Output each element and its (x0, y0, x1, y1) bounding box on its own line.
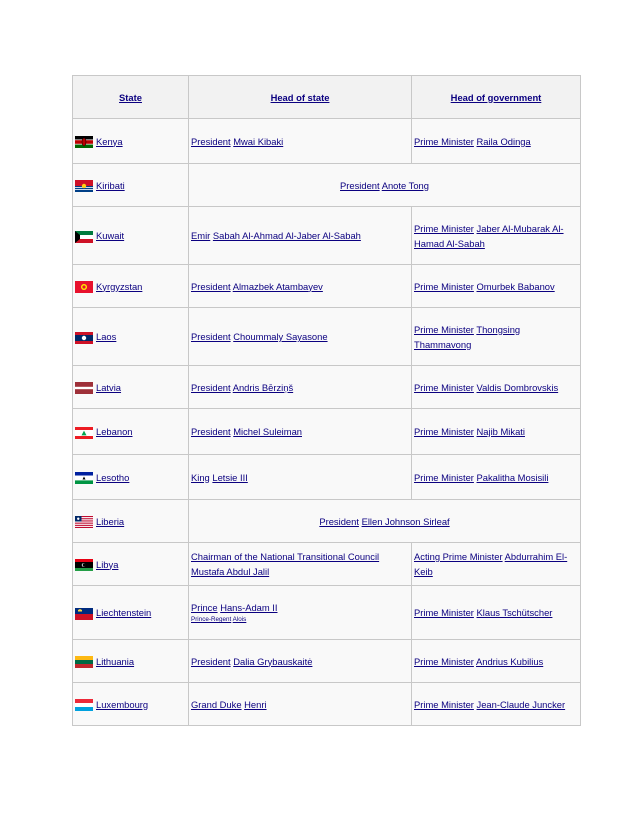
kenya-flag-icon (75, 136, 93, 148)
table-row (73, 543, 581, 586)
state-link[interactable]: Luxembourg (96, 698, 149, 710)
merged-head-cell (189, 164, 581, 207)
hog-title-link[interactable]: Prime Minister (414, 323, 474, 335)
hog-name-link[interactable]: Valdis Dombrovskis (476, 381, 559, 393)
hos-title-link[interactable]: President (191, 426, 231, 437)
state-link[interactable]: Kiribati (96, 179, 125, 191)
hog-name-link[interactable]: Abdurrahim El-Keib (414, 551, 568, 577)
table-row (73, 683, 581, 726)
hog-name-link[interactable]: Raila Odinga (476, 135, 531, 147)
laos-flag-icon (75, 332, 93, 344)
head-of-state-cell (189, 455, 412, 500)
hog-title-link[interactable]: Prime Minister (414, 426, 474, 437)
head-of-government-cell (412, 640, 581, 683)
state-cell (73, 683, 189, 726)
liberia-flag-icon (75, 516, 93, 528)
head-of-government-cell (412, 265, 581, 308)
state-cell (73, 586, 189, 640)
merged-head-cell (189, 500, 581, 543)
head-of-government-cell (412, 455, 581, 500)
head-of-government-cell (412, 308, 581, 366)
head-of-state-header-link[interactable]: Head of state (270, 91, 330, 103)
column-header-head-of-government[interactable] (412, 76, 581, 119)
merged-name-link[interactable]: Ellen Johnson Sirleaf (361, 515, 450, 527)
head-of-state-cell (189, 683, 412, 726)
state-link[interactable]: Liechtenstein (96, 607, 152, 618)
head-of-government-cell (412, 586, 581, 640)
merged-name-link[interactable]: Anote Tong (381, 179, 429, 191)
hog-name-link[interactable]: Jean-Claude Juncker (476, 698, 566, 710)
state-cell (73, 455, 189, 500)
head-of-government-cell (412, 119, 581, 164)
state-header-link[interactable]: State (119, 91, 142, 103)
hos-sub-title-link[interactable]: Prince-Regent (191, 616, 232, 623)
lithuania-flag-icon (75, 656, 93, 668)
hos-name-link[interactable]: Andris Bērziņš (232, 381, 294, 393)
state-cell (73, 543, 189, 586)
table-row (73, 586, 581, 640)
hos-name-link[interactable]: Dalia Grybauskaitė (233, 655, 313, 667)
state-link[interactable]: Latvia (96, 381, 122, 393)
lesotho-flag-icon (75, 472, 93, 484)
hog-title-link[interactable]: Prime Minister (414, 471, 474, 483)
luxembourg-flag-icon (75, 699, 93, 711)
head-of-state-cell (189, 119, 412, 164)
hog-name-link[interactable]: Omurbek Babanov (476, 280, 555, 292)
state-link[interactable]: Kyrgyzstan (96, 280, 143, 292)
table-row (73, 409, 581, 455)
table-row (73, 640, 581, 683)
hos-title-link[interactable]: Chairman of the National Transitional Council (191, 551, 380, 562)
head-of-state-cell (189, 409, 412, 455)
liechtenstein-flag-icon (75, 608, 93, 620)
state-cell (73, 164, 189, 207)
hog-name-link[interactable]: Pakalitha Mosisili (476, 471, 549, 483)
head-of-state-cell (189, 265, 412, 308)
head-of-state-cell (189, 640, 412, 683)
merged-title-link[interactable]: President (319, 515, 359, 527)
libya-flag-icon (75, 559, 93, 571)
hog-title-link[interactable]: Prime Minister (414, 222, 474, 234)
hos-name-link[interactable]: Letsie III (212, 471, 248, 483)
state-cell (73, 207, 189, 265)
heads-of-state-table (72, 75, 581, 726)
state-link[interactable]: Lesotho (96, 471, 130, 483)
state-cell (73, 265, 189, 308)
hos-name-link[interactable]: Henri (244, 698, 267, 710)
head-of-state-cell (189, 543, 412, 586)
head-of-state-cell (189, 308, 412, 366)
kuwait-flag-icon (75, 231, 93, 243)
state-link[interactable]: Lithuania (96, 655, 135, 667)
hos-title-link[interactable]: President (191, 381, 231, 393)
table-row (73, 119, 581, 164)
hos-title-link[interactable]: King (191, 471, 210, 483)
head-of-government-cell (412, 207, 581, 265)
table-row (73, 455, 581, 500)
kiribati-flag-icon (75, 180, 93, 192)
hog-title-link[interactable]: Prime Minister (414, 655, 474, 667)
head-of-state-cell (189, 586, 412, 640)
hos-title-link[interactable]: President (191, 655, 231, 667)
table-row (73, 500, 581, 543)
hos-name-link[interactable]: Choummaly Sayasone (233, 331, 328, 342)
table-row (73, 164, 581, 207)
state-link[interactable]: Kenya (96, 135, 123, 147)
head-of-state-cell (189, 366, 412, 409)
hos-name-link[interactable]: Hans-Adam II (220, 602, 278, 613)
hos-name-link[interactable]: Mustafa Abdul Jalil (191, 566, 270, 577)
state-cell (73, 500, 189, 543)
hos-name-link[interactable]: Mwai Kibaki (233, 135, 284, 147)
head-of-government-header-link[interactable]: Head of government (450, 91, 542, 103)
hos-title-link[interactable]: Grand Duke (191, 698, 242, 710)
state-cell (73, 308, 189, 366)
state-link[interactable]: Lebanon (96, 426, 133, 437)
column-header-state[interactable] (73, 76, 189, 119)
table-row (73, 265, 581, 308)
state-link[interactable]: Libya (96, 558, 119, 570)
merged-title-link[interactable]: President (340, 179, 380, 191)
table-row (73, 366, 581, 409)
hos-title-link[interactable]: President (191, 331, 231, 342)
state-link[interactable]: Kuwait (96, 230, 125, 241)
hog-name-link[interactable]: Thongsing Thammavong (414, 323, 521, 350)
state-link[interactable]: Liberia (96, 515, 125, 527)
hog-title-link[interactable]: Acting Prime Minister (414, 551, 503, 562)
hos-name-link[interactable]: Almazbek Atambayev (232, 280, 323, 292)
lebanon-flag-icon (75, 427, 93, 439)
hog-name-link[interactable]: Jaber Al-Mubarak Al-Hamad Al-Sabah (414, 222, 564, 249)
kyrgyzstan-flag-icon (75, 281, 93, 293)
head-of-government-cell (412, 366, 581, 409)
hog-name-link[interactable]: Andrius Kubilius (476, 655, 544, 667)
hog-title-link[interactable]: Prime Minister (414, 698, 474, 710)
column-header-head-of-state[interactable] (189, 76, 412, 119)
state-link[interactable]: Laos (96, 331, 117, 342)
state-cell (73, 119, 189, 164)
table-row (73, 207, 581, 265)
hos-title-link[interactable]: President (191, 135, 231, 147)
head-of-government-cell (412, 543, 581, 586)
hog-title-link[interactable]: Prime Minister (414, 381, 474, 393)
hog-title-link[interactable]: Prime Minister (414, 135, 474, 147)
state-cell (73, 409, 189, 455)
table-row (73, 308, 581, 366)
latvia-flag-icon (75, 382, 93, 394)
state-cell (73, 640, 189, 683)
head-of-government-cell (412, 409, 581, 455)
header-row (73, 76, 581, 119)
hog-title-link[interactable]: Prime Minister (414, 280, 474, 292)
hos-sub-name-link[interactable]: Alois (232, 616, 247, 623)
hos-title-link[interactable]: Emir (191, 230, 211, 241)
hos-name-link[interactable]: Michel Suleiman (233, 426, 302, 437)
hos-name-link[interactable]: Sabah Al-Ahmad Al-Jaber Al-Sabah (212, 230, 361, 241)
hog-name-link[interactable]: Klaus Tschütscher (476, 607, 553, 618)
head-of-government-cell (412, 683, 581, 726)
hog-title-link[interactable]: Prime Minister (414, 607, 474, 618)
hos-title-link[interactable]: President (191, 280, 231, 292)
state-cell (73, 366, 189, 409)
hog-name-link[interactable]: Najib Mikati (476, 426, 525, 437)
hos-title-link[interactable]: Prince (191, 602, 218, 613)
head-of-state-cell (189, 207, 412, 265)
